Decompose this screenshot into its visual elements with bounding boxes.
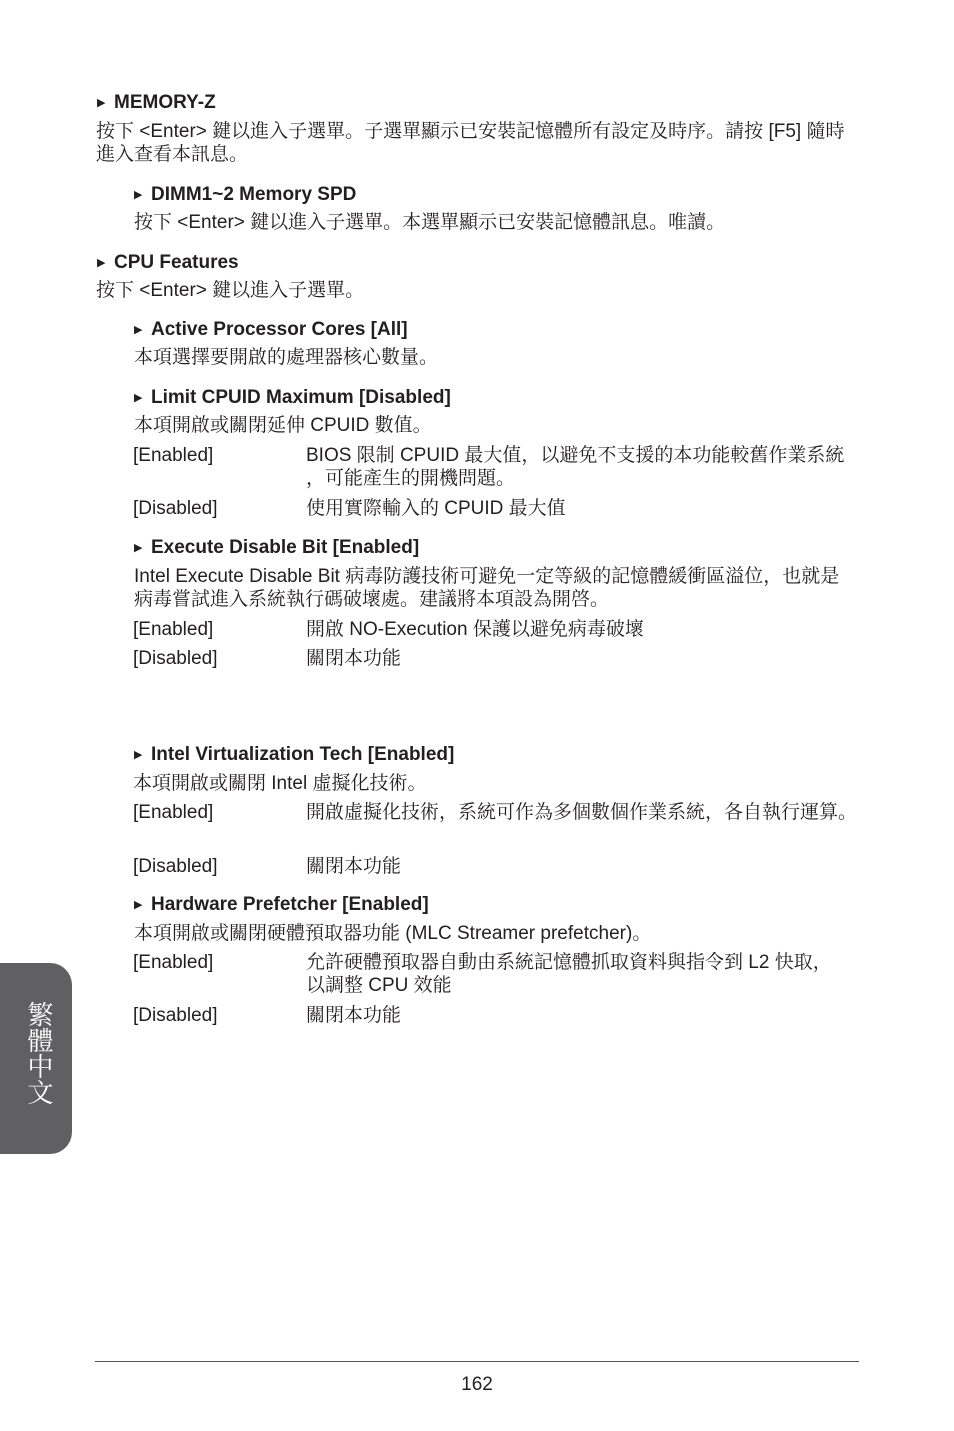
triangle-bullet-icon: ▶	[134, 749, 143, 761]
cpuid-limit-option-disabled-text: 使用實際輸入的 CPUID 最大值	[306, 498, 566, 519]
execute-disable-option-enabled: [Enabled]	[133, 619, 214, 640]
dimm-spd-title: DIMM1~2 Memory SPD	[151, 184, 357, 205]
execute-disable-description: Intel Execute Disable Bit 病毒防護技術可避免一定等級的記憶體緩衝區溢位，也就是病毒嘗試進入系統執行碼破壞處。建議將本項設為開啓。	[134, 566, 840, 610]
cpuid-limit-option-disabled: [Disabled]	[133, 498, 218, 519]
prefetcher-description: 本項開啟或關閉硬體預取器功能 (MLC Streamer prefetcher)。	[134, 923, 652, 944]
cpu-features-heading	[97, 251, 239, 275]
execute-disable-title: Execute Disable Bit [Enabled]	[151, 537, 420, 558]
prefetcher-option-disabled: [Disabled]	[133, 1005, 218, 1026]
cpu-features-title: CPU Features	[114, 252, 239, 273]
prefetcher-option-disabled-text: 關閉本功能	[306, 1005, 402, 1026]
triangle-bullet-icon: ▶	[134, 899, 143, 911]
virtualization-option-disabled: [Disabled]	[133, 856, 218, 877]
dimm-spd-heading	[134, 183, 356, 207]
footer-rule	[95, 1361, 859, 1362]
triangle-bullet-icon: ▶	[134, 324, 143, 336]
prefetcher-title: Hardware Prefetcher [Enabled]	[151, 894, 429, 915]
cpuid-limit-description: 本項開啟或關閉延伸 CPUID 數值。	[134, 415, 432, 436]
page-number: 162	[461, 1374, 493, 1395]
prefetcher-heading	[134, 893, 429, 917]
active-cores-description: 本項選擇要開啟的處理器核心數量。	[134, 347, 439, 368]
virtualization-option-enabled: [Enabled]	[133, 802, 214, 823]
cpu-features-description: 按下 <Enter> 鍵以進入子選單。	[96, 280, 365, 301]
execute-disable-option-enabled-text: 開啟 NO-Execution 保護以避免病毒破壞	[306, 619, 644, 640]
active-cores-title: Active Processor Cores [All]	[151, 319, 408, 340]
execute-disable-option-disabled-text: 關閉本功能	[306, 648, 402, 669]
cpuid-limit-heading	[134, 386, 451, 410]
triangle-bullet-icon: ▶	[134, 189, 143, 201]
memory-z-description: 按下 <Enter> 鍵以進入子選單。子選單顯示已安裝記憶體所有設定及時序。請按 [F5] 隨時進入查看本訊息。	[96, 121, 845, 165]
cpuid-limit-option-enabled-text: BIOS 限制 CPUID 最大值，以避免不支援的本功能較舊作業系統 ，可能產生的開機問題。	[306, 445, 845, 489]
triangle-bullet-icon: ▶	[97, 97, 106, 109]
prefetcher-option-enabled-text: 允許硬體預取器自動由系統記憶體抓取資料與指令到 L2 快取，以調整 CPU 效能	[306, 952, 832, 996]
memory-z-heading	[97, 91, 216, 115]
active-cores-heading	[134, 318, 408, 342]
virtualization-heading	[134, 743, 454, 767]
language-side-tab	[0, 963, 72, 1154]
triangle-bullet-icon: ▶	[97, 257, 106, 269]
prefetcher-option-enabled: [Enabled]	[133, 952, 214, 973]
execute-disable-option-disabled: [Disabled]	[133, 648, 218, 669]
triangle-bullet-icon: ▶	[134, 392, 143, 404]
cpuid-limit-title: Limit CPUID Maximum [Disabled]	[151, 387, 451, 408]
virtualization-description: 本項開啟或關閉 Intel 虛擬化技術。	[133, 773, 427, 794]
virtualization-option-enabled-text: 開啟虛擬化技術，系統可作為多個數個作業系統，各自執行運算。	[306, 802, 858, 823]
triangle-bullet-icon: ▶	[134, 542, 143, 554]
language-side-tab-label: 繁體中文	[23, 1001, 53, 1105]
cpuid-limit-option-enabled: [Enabled]	[133, 445, 214, 466]
dimm-spd-description: 按下 <Enter> 鍵以進入子選單。本選單顯示已安裝記憶體訊息。唯讀。	[134, 212, 726, 233]
memory-z-title: MEMORY-Z	[114, 92, 216, 113]
virtualization-title: Intel Virtualization Tech [Enabled]	[151, 744, 455, 765]
execute-disable-heading	[134, 536, 419, 560]
virtualization-option-disabled-text: 關閉本功能	[306, 856, 402, 877]
